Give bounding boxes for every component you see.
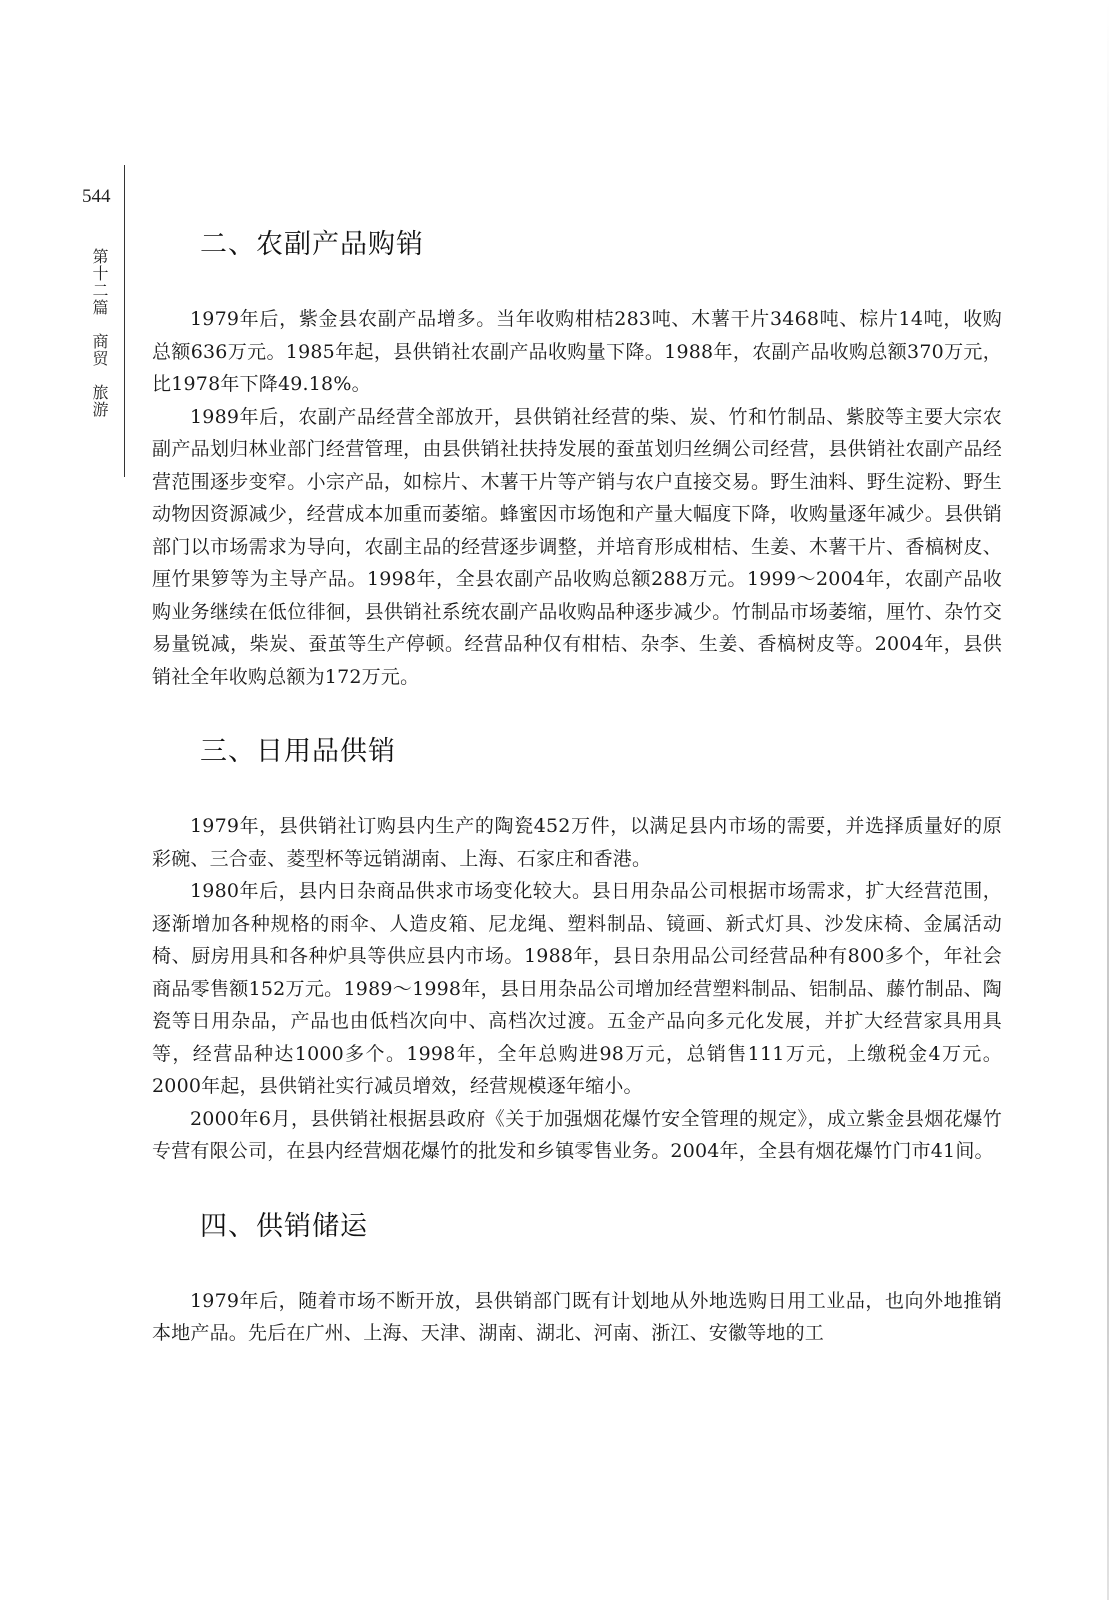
paragraph: 1979年后，紫金县农副产品增多。当年收购柑桔283吨、木薯干片3468吨、棕片14吨，收购总额636万元。1985年起，县供销社农副产品收购量下降。1988年，农副产品收购总额370万元，比1978年下降49.18%。	[152, 308, 1002, 395]
paragraph: 1989年后，农副产品经营全部放开，县供销社经营的柴、炭、竹和竹制品、紫胶等主要大宗农副产品划归林业部门经营管理，由县供销社扶持发展的蚕茧划归丝绸公司经营，县供销社农副产品经营范围逐步变窄。小宗产品，如棕片、木薯干片等产销与农户直接交易。野生油料、野生淀粉、野生动物因资源减少，经营成本加重而萎缩。蜂蜜因市场饱和产量大幅度下降，收购量逐年减少。县供销部门以市场需求为导向，农副主品的经营逐步调整，并培育形成柑桔、生姜、木薯干片、香槁树皮、厘竹果箩等为主导产品。1998年，全县农副产品收购总额288万元。1999～2004年，农副产品收购业务继续在低位徘徊，县供销社系统农副产品收购品种逐步减少。竹制品市场萎缩，厘竹、杂竹交易量锐减，柴炭、蚕茧等生产停顿。经营品种仅有柑桔、杂李、生姜、香槁树皮等。2004年，县供销社全年收购总额为172万元。	[152, 405, 1002, 688]
paragraph: 1979年后，随着市场不断开放，县供销部门既有计划地从外地选购日用工业品，也向外地推销本地产品。先后在广州、上海、天津、湖南、湖北、河南、浙江、安徽等地的工	[152, 1289, 1002, 1344]
paragraph: 1979年，县供销社订购县内生产的陶瓷452万件，以满足县内市场的需要，并选择质量好的原彩碗、三合壶、菱型杯等远销湖南、上海、石家庄和香港。	[152, 815, 1002, 870]
section-title-daily-goods: 三、日用品供销	[200, 736, 396, 767]
section-title-storage-transport: 四、供销储运	[200, 1210, 368, 1242]
main-text	[152, 222, 1002, 1350]
paragraph: 2000年6月，县供销社根据县政府《关于加强烟花爆竹安全管理的规定》，成立紫金县烟花爆竹专营有限公司，在县内经营烟花爆竹的批发和乡镇零售业务。2004年，全县有烟花爆竹门市41间。	[152, 1107, 1002, 1162]
paragraph: 1980年后，县内日杂商品供求市场变化较大。县日用杂品公司根据市场需求，扩大经营范围，逐渐增加各种规格的雨伞、人造皮箱、尼龙绳、塑料制品、镜画、新式灯具、沙发床椅、金属活动椅、厨房用具和各种炉具等供应县内市场。1988年，县日杂用品公司经营品种有800多个，年社会商品零售额152万元。1989～1998年，县日用杂品公司增加经营塑料制品、铝制品、藤竹制品、陶瓷等日用杂品，产品也由低档次向中、高档次过渡。五金产品向多元化发展，并扩大经营家具用具等，经营品种达1000多个。1998年，全年总购进98万元，总销售111万元，上缴税金4万元。2000年起，县供销社实行减员增效，经营规模逐年缩小。	[152, 880, 1002, 1097]
page-number: 544	[82, 186, 111, 207]
margin-divider-line	[124, 165, 125, 477]
scan-edge-shadow	[1107, 0, 1109, 1600]
section-title-agricultural: 二、农副产品购销	[200, 229, 424, 260]
chapter-running-head: 第十二篇 商贸 旅游	[90, 248, 109, 418]
